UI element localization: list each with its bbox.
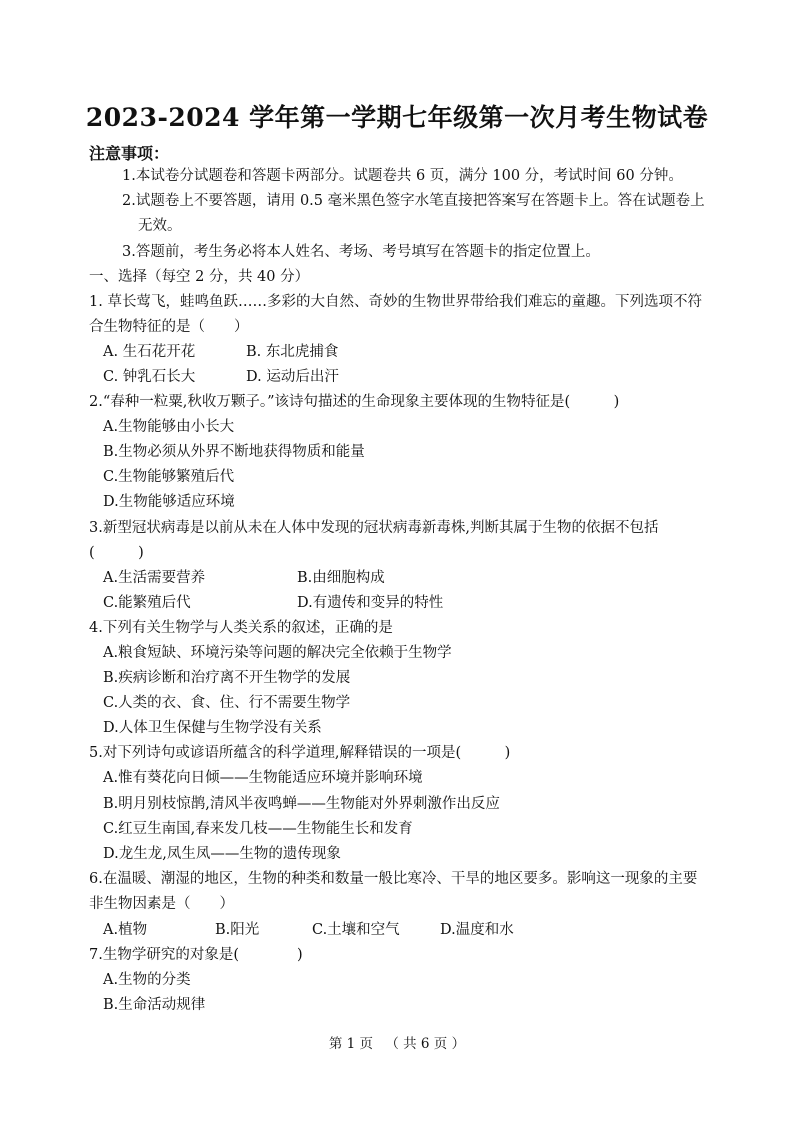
notice-item-3: 3.答题前，考生务必将本人姓名、考场、考号填写在答题卡的指定位置上。 [122,244,600,260]
question-4-stem: 4.下列有关生物学与人类关系的叙述，正确的是 [89,620,393,636]
question-3-stem: 3.新型冠状病毒是以前从未在人体中发现的冠状病毒新毒株,判断其属于生物的依据不包括 [89,520,659,536]
question-3-option-d: D.有遗传和变异的特性 [297,595,444,611]
question-2-option-d: D.生物能够适应环境 [103,494,235,510]
question-5-option-d: D.龙生龙,凤生凤——生物的遗传现象 [103,846,341,862]
question-2-option-b: B.生物必须从外界不断地获得物质和能量 [103,444,365,460]
question-4-option-b: B.疾病诊断和治疗离不开生物学的发展 [103,670,351,686]
question-6-option-b: B.阳光 [215,922,260,938]
question-3-stem-continued: ( ) [89,545,144,561]
question-5-stem: 5.对下列诗句或谚语所蕴含的科学道理,解释错误的一项是( ) [89,745,511,761]
question-4-option-d: D.人体卫生保健与生物学没有关系 [103,720,322,736]
question-6-option-d: D.温度和水 [440,922,514,938]
question-1-stem-continued: 合生物特征的是（ ） [89,319,249,335]
notice-heading: 注意事项： [89,144,170,163]
question-7-stem: 7.生物学研究的对象是( ) [89,947,303,963]
question-4-option-a: A.粮食短缺、环境污染等问题的解决完全依赖于生物学 [103,645,452,661]
question-1-option-d: D. 运动后出汗 [246,369,339,385]
question-6-options-row [103,920,783,940]
question-4-option-c: C.人类的衣、食、住、行不需要生物学 [103,695,351,711]
question-7-option-a: A.生物的分类 [103,972,191,988]
notice-item-2-continued: 无效。 [138,218,182,234]
notice-item-2: 2.试题卷上不要答题，请用 0.5 毫米黑色签字水笔直接把答案写在答题卡上。答在试题卷上 [122,193,705,209]
question-5-option-b: B.明月别枝惊鹊,清风半夜鸣蝉——生物能对外界刺激作出反应 [103,796,500,812]
section-heading: 一、选择（每空 2 分，共 40 分） [89,269,310,285]
question-1-option-b: B. 东北虎捕食 [246,344,339,360]
question-1-stem: 1. 草长莺飞，蛙鸣鱼跃……多彩的大自然、奇妙的生物世界带给我们难忘的童趣。下列选项不符 [89,294,702,310]
question-2-option-a: A.生物能够由小长大 [103,419,235,435]
page-total: （ 共 6 页 ） [385,1036,466,1052]
question-3-option-a: A.生活需要营养 [103,570,206,586]
notice-item-1: 1.本试卷分试题卷和答题卡两部分。试题卷共 6 页，满分 100 分，考试时间 60 分钟。 [122,168,683,184]
page-footer [0,1032,794,1052]
question-6-stem-continued: 非生物因素是（ ） [89,896,234,912]
question-5-option-c: C.红豆生南国,春来发几枝——生物能生长和发育 [103,821,413,837]
exam-title: 2023-2024 学年第一学期七年级第一次月考生物试卷 [85,103,709,132]
question-3-option-c: C.能繁殖后代 [103,595,191,611]
question-1-option-a: A. 生石花开花 [103,344,196,360]
question-3-options-row-1 [103,568,783,588]
question-3-options-row-2 [103,593,783,613]
question-7-option-b: B.生命活动规律 [103,997,206,1013]
question-1-options-row-2 [103,367,783,387]
question-1-options-row-1 [103,342,783,362]
page-number: 第 1 页 [328,1036,374,1052]
question-5-option-a: A.惟有葵花向日倾——生物能适应环境并影响环境 [103,770,423,786]
question-3-option-b: B.由细胞构成 [297,570,385,586]
question-2-option-c: C.生物能够繁殖后代 [103,469,235,485]
question-1-option-c: C. 钟乳石长大 [103,369,196,385]
question-6-stem: 6.在温暖、潮湿的地区，生物的种类和数量一般比寒冷、干旱的地区要多。影响这一现象的主要 [89,871,698,887]
question-6-option-a: A.植物 [103,922,148,938]
question-6-option-c: C.土壤和空气 [312,922,400,938]
question-2-stem: 2.“春种一粒粟,秋收万颗子。”该诗句描述的生命现象主要体现的生物特征是( ) [89,394,620,410]
